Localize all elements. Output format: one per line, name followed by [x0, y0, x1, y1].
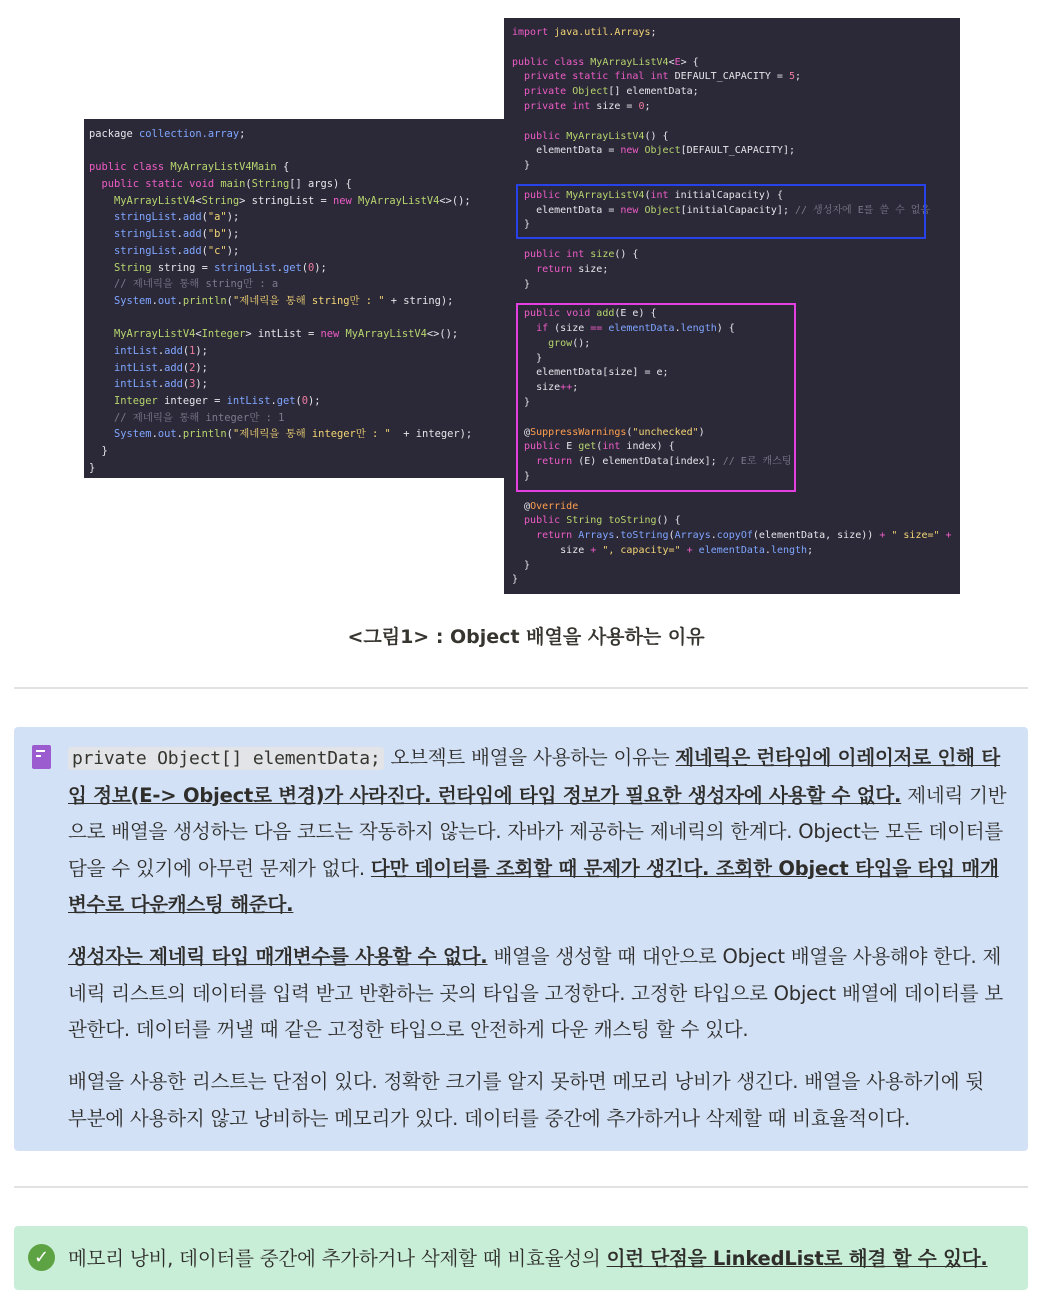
code-line: public MyArrayListV4(int initialCapacity) { [512, 189, 783, 201]
code-line: return Arrays.toString(Arrays.copyOf(elementData, size)) + " size=" + [512, 530, 952, 542]
code-line: elementData = new Object[DEFAULT_CAPACITY]; [512, 145, 795, 157]
code-line: @SuppressWarnings("unchecked") [512, 426, 705, 438]
code-line: } [512, 219, 531, 231]
code-line: grow(); [512, 337, 591, 349]
text-run: 제네릭 기반으로 배열을 생성하는 다음 코드는 작동하지 않는다. 자바가 제공하는 제네릭의 한계다. Object는 모든 데이터를 담을 수 있기에 아무런 문제가 없다. [68, 783, 1007, 880]
main-class-code-block [84, 119, 506, 478]
constructor-highlight-box [516, 184, 926, 239]
code-line: if (size == elementData.length) { [512, 322, 735, 334]
code-line: public void add(E e) { [512, 308, 657, 320]
code-line: return size; [512, 263, 609, 275]
code-line: MyArrayListV4<String> stringList = new MyArrayListV4<>(); [89, 194, 471, 207]
callout-paragraph-1 [68, 740, 1008, 924]
code-line: size++; [512, 382, 579, 394]
code-line: } [512, 470, 531, 482]
code-line: } [512, 559, 531, 571]
note-icon [32, 745, 51, 769]
code-line: intList.add(3); [89, 378, 208, 391]
code-line: } [512, 574, 519, 586]
code-line: elementData[size] = e; [512, 367, 669, 379]
code-line: package collection.array; [89, 128, 246, 140]
check-circle-icon: ✓ [28, 1244, 55, 1271]
code-line: stringList.add("c"); [89, 244, 240, 257]
code-line: public class MyArrayListV4Main { [89, 161, 290, 174]
code-line: public static void main(String[] args) { [89, 178, 352, 191]
success-text: 메모리 낭비, 데이터를 중간에 추가하거나 삭제할 때 비효율성의 [68, 1247, 607, 1270]
divider [14, 687, 1028, 689]
code-line: // 제네릭을 통해 string만 : a [89, 278, 279, 291]
code-line: elementData = new Object[initialCapacity]; // 생성자에 E를 쓸 수 없음 [512, 204, 931, 216]
add-get-highlight-box [516, 303, 796, 492]
code-line: intList.add(1); [89, 344, 208, 357]
text-run: 배열을 생성할 때 대안으로 Object 배열을 사용해야 한다. 제네릭 리스트의 데이터를 입력 받고 반환하는 곳의 타입을 고정한다. 고정한 타입으로 Object 배열에 데이터를 보관한다. 데이터를 꺼낼 때 같은 고정한 타입으로 안전하게 다운 캐스팅 할 수 있다. [68, 945, 1004, 1041]
text-run: 배열을 사용한 리스트는 단점이 있다. 정확한 크기를 알지 못하면 메모리 낭비가 생긴다. 배열을 사용하기에 뒷 부분에 사용하지 않고 낭비하는 메모리가 있다. 데이터를 중간에 추가하거나 삭제할 때 비효율적이다. [68, 1070, 985, 1130]
code-line: } [89, 445, 108, 458]
code-line: public String toString() { [512, 515, 681, 527]
success-emphasis: 이런 단점을 LinkedList로 해결 할 수 있다. [606, 1247, 988, 1270]
code-line: private Object[] elementData; [512, 86, 699, 98]
success-callout [14, 1226, 1028, 1290]
success-callout-text [68, 1243, 988, 1271]
code-line [512, 115, 960, 130]
code-line: } [512, 278, 531, 290]
callout-paragraph-3 [68, 1064, 1008, 1137]
code-line: stringList.add("a"); [89, 211, 240, 224]
code-line [512, 41, 960, 56]
code-line: Integer integer = intList.get(0); [89, 395, 321, 407]
code-line: import java.util.Arrays; [512, 27, 657, 38]
text-run: 생성자는 제네릭 타입 매개변수를 사용할 수 없다. [68, 945, 488, 968]
code-line: size + ", capacity=" + elementData.length; [512, 544, 814, 556]
figure-caption: <그림1> : Object 배열을 사용하는 이유 [347, 626, 705, 648]
code-line: public E get(int index) { [512, 441, 675, 453]
code-line: System.out.println("제네릭을 통해 integer만 : " + integer); [89, 428, 473, 441]
info-callout [14, 727, 1028, 1151]
code-line: String string = stringList.get(0); [89, 261, 327, 274]
code-line: // 제네릭을 통해 integer만 : 1 [89, 411, 285, 424]
divider [14, 1186, 1028, 1188]
code-line: System.out.println("제네릭을 통해 string만 : " + string); [89, 294, 454, 307]
text-run: 다만 데이터를 조회할 때 문제가 생긴다. 조회한 Object 타입을 타입 매개변수로 다운캐스팅 해준다. [68, 856, 999, 916]
code-line: public class MyArrayListV4<E> { [512, 56, 699, 68]
code-line: public MyArrayListV4() { [512, 130, 669, 142]
code-line: private int size = 0; [512, 100, 651, 112]
code-line: @Override [512, 500, 579, 512]
code-line: private static final int DEFAULT_CAPACITY = 5; [512, 71, 802, 83]
code-line [89, 143, 506, 160]
code-line: public int size() { [512, 248, 639, 260]
code-line: MyArrayListV4<Integer> intList = new MyArrayListV4<>(); [89, 328, 459, 341]
code-line: return (E) elementData[index]; // E로 캐스팅 [512, 456, 792, 468]
code-line: } [512, 396, 531, 408]
code-line: intList.add(2); [89, 361, 208, 374]
code-line: } [512, 160, 531, 172]
code-line: } [89, 461, 96, 474]
inline-code: private Object[] elementData; [68, 747, 384, 770]
callout-paragraph-2 [68, 939, 1008, 1049]
code-line: stringList.add("b"); [89, 228, 240, 241]
text-run: 제네릭은 런타임에 이레이저로 인해 타입 정보(E-> Object로 변경)가 사라진다. 런타임에 타입 정보가 필요한 생성자에 사용할 수 없다. [68, 746, 1000, 807]
code-line [89, 310, 506, 327]
text-run: 오브젝트 배열을 사용하는 이유는 [384, 746, 676, 769]
code-line: } [512, 352, 543, 364]
